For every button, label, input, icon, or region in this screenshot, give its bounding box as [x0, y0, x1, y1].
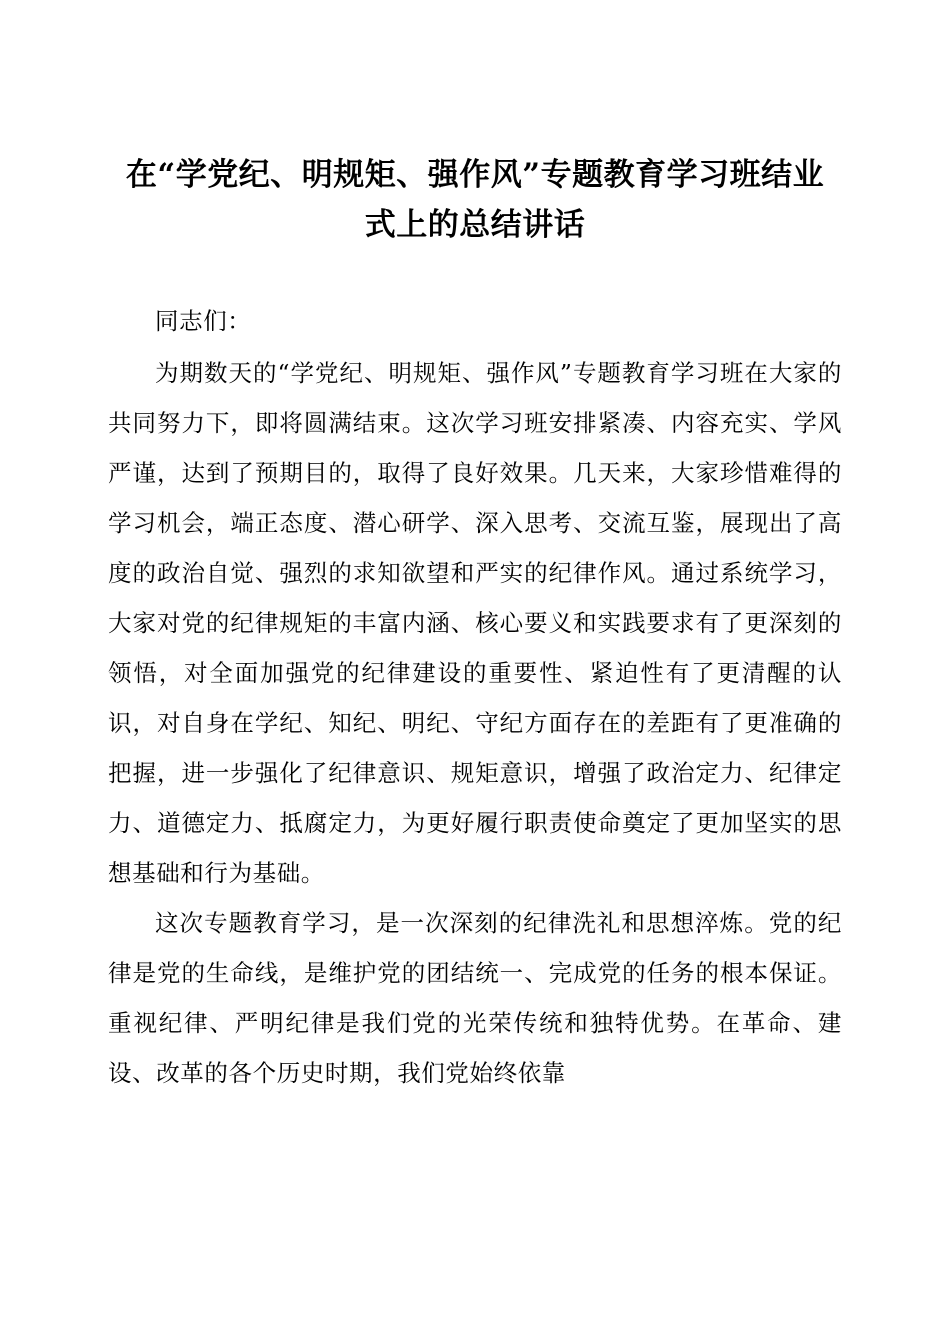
salutation: 同志们： [155, 307, 252, 335]
page-title: 在“学党纪、明规矩、强作风”专题教育学习班结业式上的总结讲话 [125, 157, 825, 243]
body-paragraph-2: 这次专题教育学习，是一次深刻的纪律洗礼和思想淬炼。党的纪律是党的生命线，是维护党的团结统一、完成党的任务的根本保证。重视纪律、严明纪律是我们党的光荣传统和独特优势。在革命、建设、改革的各个历史时期，我们党始终依靠 [108, 909, 842, 1087]
body-paragraph-1: 为期数天的“学党纪、明规矩、强作风”专题教育学习班在大家的共同努力下，即将圆满结束。这次学习班安排紧凑、内容充实、学风严谨，达到了预期目的，取得了良好效果。几天来，大家珍惜难得的学习机会，端正态度、潜心研学、深入思考、交流互鉴，展现出了高度的政治自觉、强烈的求知欲望和严实的纪律作风。通过系统学习，大家对党的纪律规矩的丰富内涵、核心要义和实践要求有了更深刻的领悟，对全面加强党的纪律建设的重要性、紧迫性有了更清醒的认识，对自身在学纪、知纪、明纪、守纪方面存在的差距有了更准确的把握，进一步强化了纪律意识、规矩意识，增强了政治定力、纪律定力、道德定力、抵腐定力，为更好履行职责使命奠定了更加坚实的思想基础和行为基础。 [108, 359, 842, 887]
